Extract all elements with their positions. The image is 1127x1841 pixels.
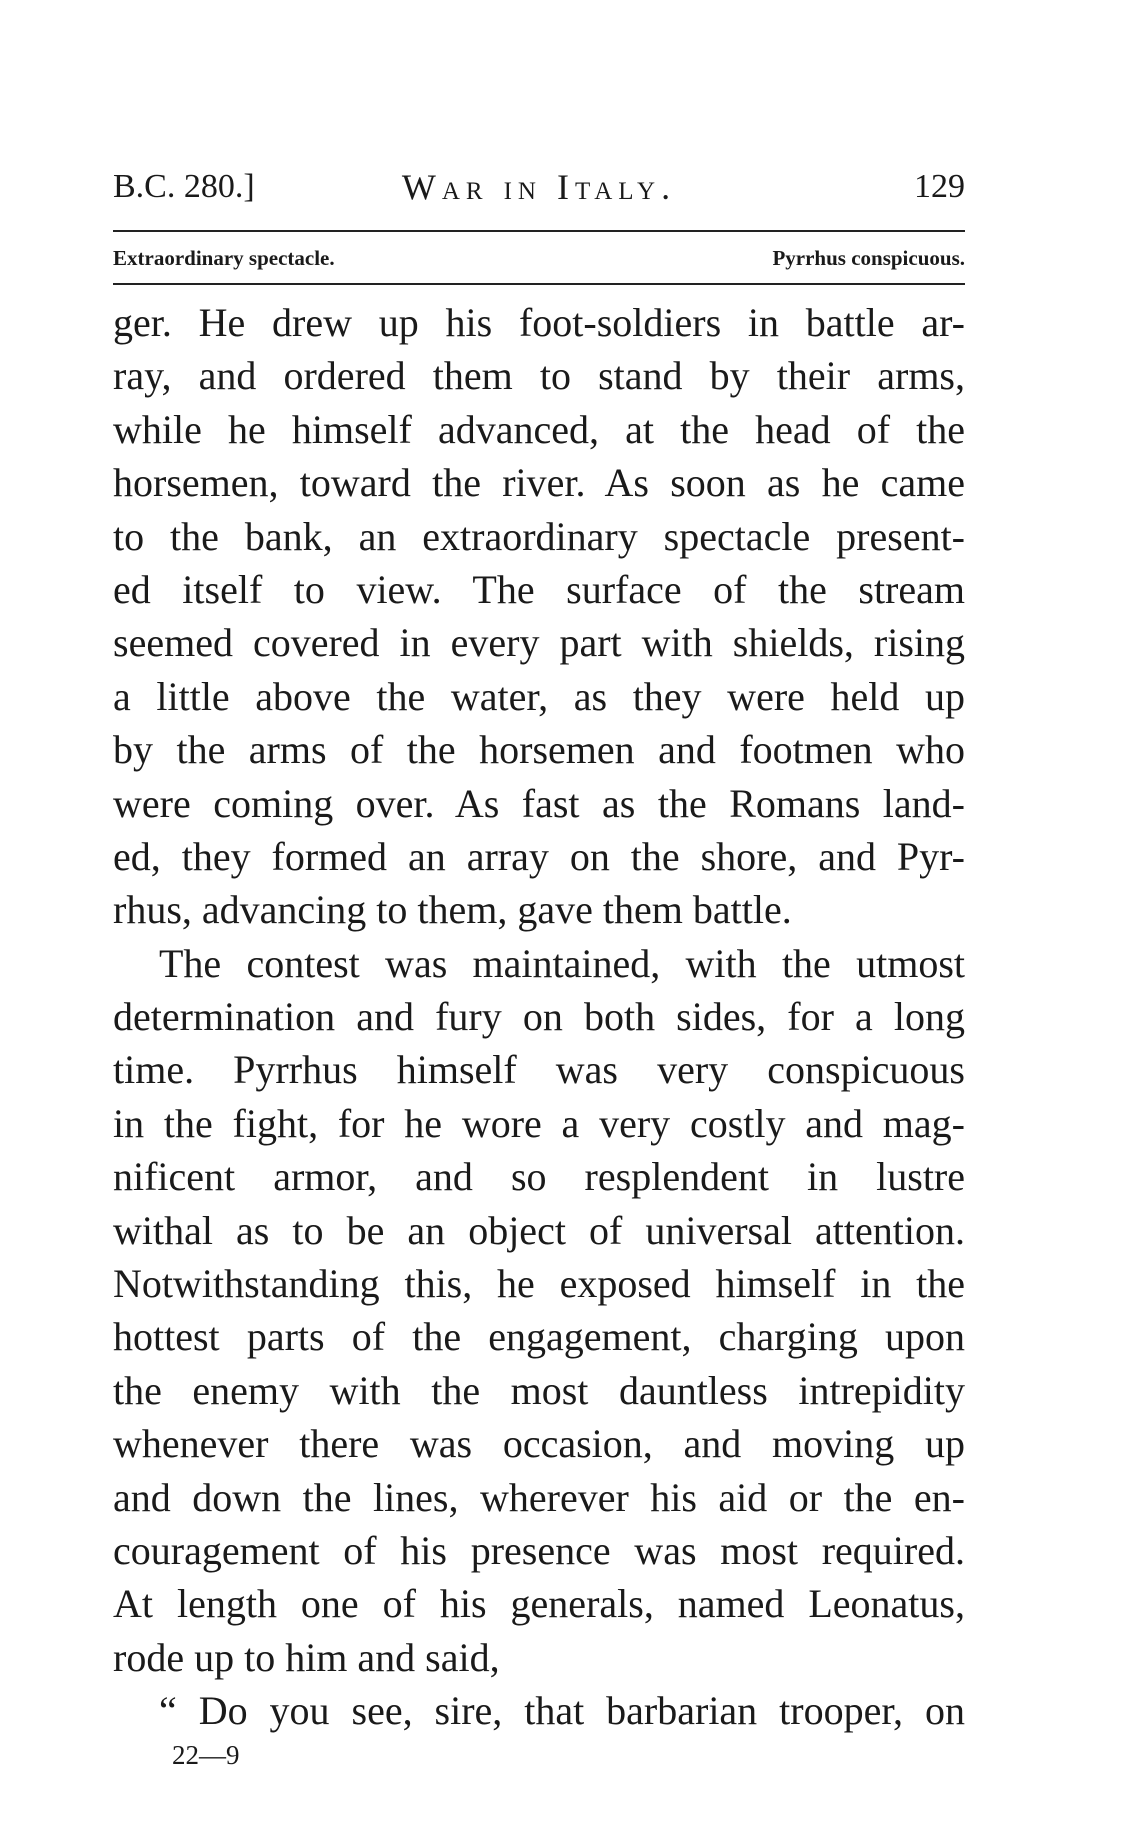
text-line: The contest was maintained, with the utmost bbox=[159, 940, 965, 986]
text-line: horsemen, toward the river. As soon as he came bbox=[113, 460, 965, 506]
text-line: withal as to be an object of universal attention. bbox=[113, 1207, 965, 1253]
text-line: while he himself advanced, at the head of the bbox=[113, 406, 965, 452]
paragraph bbox=[113, 937, 965, 1684]
text-line: seemed covered in every part with shields, rising bbox=[113, 620, 965, 666]
side-note-left: Extraordinary spectacle. bbox=[113, 246, 335, 270]
text-line: to the bank, an extraordinary spectacle present- bbox=[113, 513, 965, 559]
text-line: rhus, advancing to them, gave them battle. bbox=[113, 887, 792, 933]
text-line: whenever there was occasion, and moving up bbox=[113, 1421, 965, 1467]
text-line: time. Pyrrhus himself was very conspicuous bbox=[113, 1047, 965, 1093]
paragraph bbox=[113, 296, 965, 937]
text-line: couragement of his presence was most required. bbox=[113, 1527, 965, 1573]
text-line: ed itself to view. The surface of the stream bbox=[113, 566, 965, 612]
header-rule-bottom bbox=[113, 283, 965, 285]
text-line: a little above the water, as they were held up bbox=[113, 673, 965, 719]
running-head-title: War in Italy. bbox=[401, 167, 677, 207]
header-rule-top bbox=[113, 230, 965, 232]
text-line: ed, they formed an array on the shore, and Pyr- bbox=[113, 833, 965, 879]
side-notes bbox=[113, 238, 965, 278]
signature-mark: 22—9 bbox=[172, 1740, 240, 1770]
text-line: by the arms of the horsemen and footmen who bbox=[113, 727, 965, 773]
text-line: were coming over. As fast as the Romans land- bbox=[113, 780, 965, 826]
text-line: At length one of his generals, named Leonatus, bbox=[113, 1581, 965, 1627]
text-line: and down the lines, wherever his aid or the en- bbox=[113, 1474, 965, 1520]
text-line: the enemy with the most dauntless intrepidity bbox=[113, 1367, 965, 1413]
text-line: determination and fury on both sides, for a long bbox=[113, 994, 965, 1040]
text-line: Notwithstanding this, he exposed himself in the bbox=[113, 1261, 965, 1307]
running-head-date: B.C. 280.] bbox=[113, 168, 255, 205]
text-line: hottest parts of the engagement, charging upon bbox=[113, 1314, 965, 1360]
text-line: ger. He drew up his foot-soldiers in battle ar- bbox=[113, 300, 965, 345]
text-line: in the fight, for he wore a very costly and mag- bbox=[113, 1100, 965, 1146]
side-note-right: Pyrrhus conspicuous. bbox=[772, 246, 965, 270]
running-head bbox=[113, 162, 965, 212]
text-line: nificent armor, and so resplendent in lustre bbox=[113, 1154, 965, 1200]
page-number: 129 bbox=[914, 168, 965, 205]
text-line: “ Do you see, sire, that barbarian trooper, on bbox=[159, 1688, 965, 1734]
text-line: rode up to him and said, bbox=[113, 1634, 500, 1680]
text-line: ray, and ordered them to stand by their arms, bbox=[113, 353, 965, 399]
body-text bbox=[113, 296, 965, 1738]
paragraph bbox=[113, 1684, 965, 1737]
